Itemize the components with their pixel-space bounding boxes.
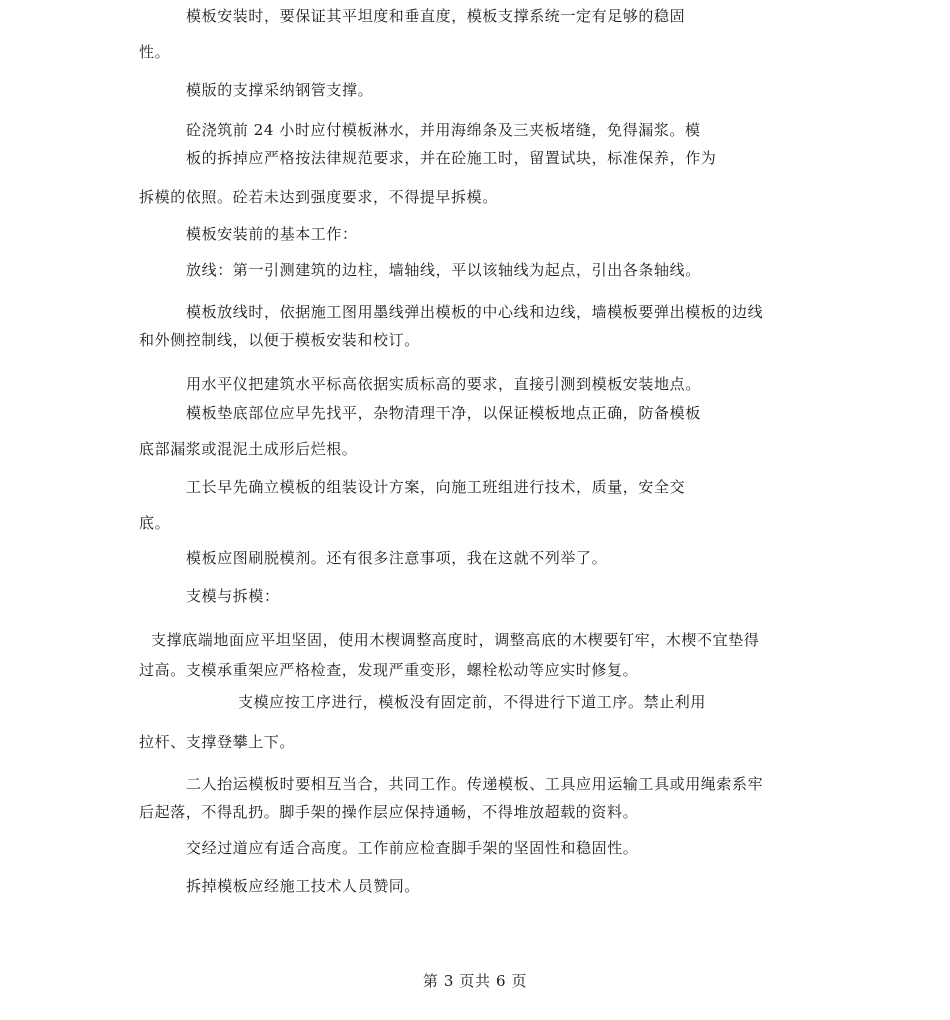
paragraph-line: 过高。支模承重架应严格检查，发现严重变形，螺栓松动等应实时修复。: [139, 661, 639, 679]
paragraph-line: 拆掉模板应经施工技术人员赞同。: [186, 877, 421, 895]
paragraph-line: 模板安装时，要保证其平坦度和垂直度，模板支撑系统一定有足够的稳固: [186, 7, 686, 25]
paragraph-line: 支撑底端地面应平坦坚固，使用木楔调整高度时，调整高底的木楔要钉牢，木楔不宜垫得: [151, 631, 760, 649]
paragraph-line: 模板安装前的基本工作：: [186, 225, 358, 243]
paragraph-line: 模板应图刷脱模剂。还有很多注意事项，我在这就不列举了。: [186, 549, 608, 567]
paragraph-line: 板的拆掉应严格按法律规范要求，并在砼施工时，留置试块，标准保养，作为: [186, 149, 717, 167]
paragraph-line: 模板垫底部位应早先找平，杂物清理干净，以保证模板地点正确，防备模板: [186, 404, 701, 422]
paragraph-line: 拆模的依照。砼若未达到强度要求，不得提早拆模。: [139, 188, 498, 206]
paragraph-line: 模板放线时，依据施工图用墨线弹出模板的中心线和边线，墙模板要弹出模板的边线: [186, 303, 764, 321]
paragraph-line: 砼浇筑前 24 小时应付模板淋水，并用海绵条及三夹板堵缝，免得漏浆。模: [186, 121, 701, 139]
paragraph-line: 支模应按工序进行，模板没有固定前，不得进行下道工序。禁止利用: [238, 693, 707, 711]
paragraph-line: 拉杆、支撑登攀上下。: [139, 733, 296, 751]
section-heading: 支模与拆模：: [186, 587, 280, 605]
paragraph-line: 性。: [139, 43, 171, 61]
paragraph-line: 模版的支撑采纳钢管支撑。: [186, 81, 374, 99]
paragraph-line: 交经过道应有适合高度。工作前应检查脚手架的坚固性和稳固性。: [186, 839, 639, 857]
paragraph-line: 放线：第一引测建筑的边柱，墙轴线，平以该轴线为起点，引出各条轴线。: [186, 261, 701, 279]
paragraph-line: 后起落，不得乱扔。脚手架的操作层应保持通畅，不得堆放超载的资料。: [139, 803, 639, 821]
paragraph-line: 工长早先确立模板的组装设计方案，向施工班组进行技术，质量，安全交: [186, 478, 686, 496]
paragraph-line: 底。: [139, 514, 171, 532]
paragraph-line: 二人抬运模板时要相互当合，共同工作。传递模板、工具应用运输工具或用绳索系牢: [186, 775, 764, 793]
page-number: 第 3 页共 6 页: [422, 972, 528, 990]
paragraph-line: 和外侧控制线，以便于模板安装和校订。: [139, 331, 420, 349]
paragraph-line: 底部漏浆或混泥土成形后烂根。: [139, 440, 358, 458]
paragraph-line: 用水平仪把建筑水平标高依据实质标高的要求，直接引测到模板安装地点。: [186, 375, 701, 393]
